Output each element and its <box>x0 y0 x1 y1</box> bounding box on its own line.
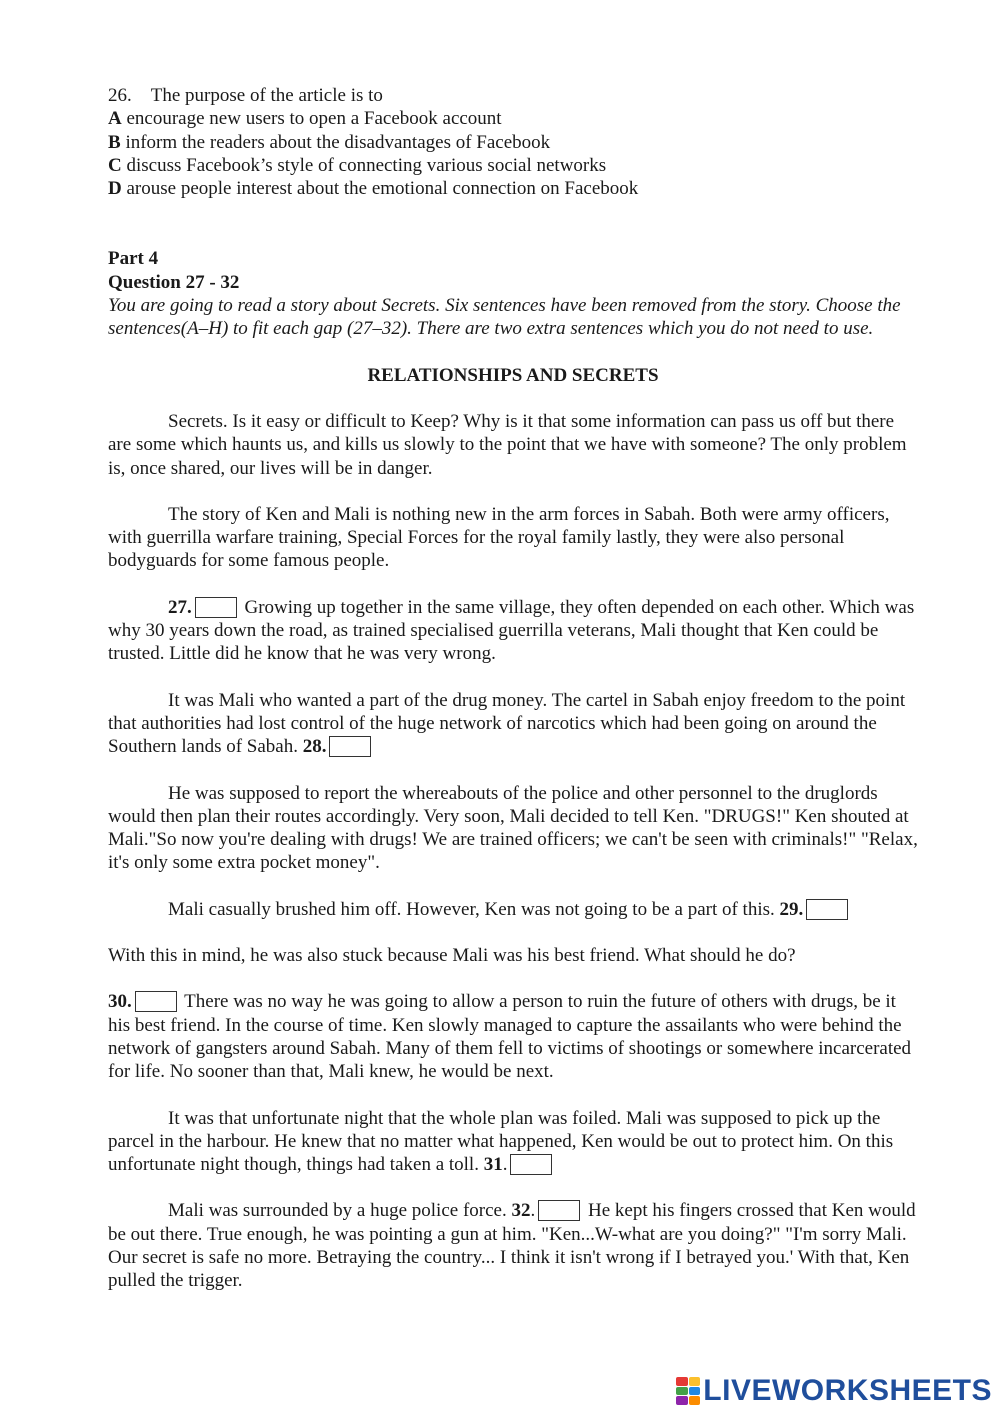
worksheet-page <box>108 84 918 1293</box>
paragraph-1: Secrets. Is it easy or difficult to Keep? Why is it that some information can pass us off but there are some which haunts us, and kills us slowly to the point that we have with someone? The only problem is, once shared, our lives will be in danger. <box>108 410 907 479</box>
option-letter: B <box>108 131 121 153</box>
option-a[interactable] <box>108 107 918 130</box>
paragraph-text: It was Mali who wanted a part of the drug money. The cartel in Sabah enjoy freedom to the point that authorities had lost control of the huge network of narcotics which had been going on around the Southern lands of Sabah. <box>108 689 906 758</box>
logo-block <box>689 1387 701 1396</box>
answer-box-28[interactable] <box>329 736 371 757</box>
logo-block <box>689 1377 701 1386</box>
answer-box-32[interactable] <box>538 1200 580 1221</box>
logo-block <box>676 1387 688 1396</box>
gap-number-32: 32 <box>511 1200 531 1222</box>
gap-number-31: 31 <box>483 1154 503 1176</box>
option-b[interactable] <box>108 131 918 154</box>
paragraph-7: With this in mind, he was also stuck because Mali was his best friend. What should he do? <box>108 945 796 967</box>
option-text: inform the readers about the disadvantages of Facebook <box>120 131 551 153</box>
question-range: Question 27 - 32 <box>108 271 240 293</box>
paragraph-5: He was supposed to report the whereabouts of the police and other personnel to the druglords would then plan their routes accordingly. Very soon, Mali decided to tell Ken. "DRUGS!" Ken shouted at Mali."So now you're dealing with drugs! We are trained officers; we can't be seen with criminals!" "Relax, it's only some extra pocket money". <box>108 782 918 874</box>
paragraph-4 <box>108 689 918 759</box>
part-heading: Part 4 <box>108 248 159 270</box>
option-text: encourage new users to open a Facebook account <box>121 108 502 130</box>
instructions: You are going to read a story about Secrets. Six sentences have been removed from the story. Choose the sentences(A–H) to fit each gap (27–32). There are two extra sentences which you do not need to use. <box>108 295 901 340</box>
gap-number-29: 29. <box>779 898 804 920</box>
answer-box-27[interactable] <box>195 597 237 618</box>
gap-number-27: 27. <box>168 596 192 618</box>
paragraph-text: Mali casually brushed him off. However, Ken was not going to be a part of this. <box>168 898 780 920</box>
question-26-stem: 26. The purpose of the article is to <box>108 85 383 106</box>
paragraph-2: The story of Ken and Mali is nothing new in the arm forces in Sabah. Both were army officers, with guerrilla warfare training, Special Forces for the royal family lastly, they were also personal bodyguards for some famous people. <box>108 503 890 572</box>
liveworksheets-logo[interactable] <box>676 1374 992 1408</box>
answer-box-31[interactable] <box>510 1154 552 1175</box>
punctuation: . <box>530 1200 536 1222</box>
option-d[interactable] <box>108 177 918 200</box>
logo-text: LIVEWORKSHEETS <box>703 1374 992 1408</box>
option-text: arouse people interest about the emotional connection on Facebook <box>121 178 639 200</box>
story-title: RELATIONSHIPS AND SECRETS <box>367 364 659 386</box>
option-text: discuss Facebook’s style of connecting various social networks <box>121 154 607 176</box>
punctuation: . <box>502 1154 508 1176</box>
logo-icon <box>676 1377 700 1405</box>
paragraph-3 <box>108 596 918 666</box>
gap-number-28: 28. <box>302 736 327 758</box>
paragraph-6 <box>108 898 918 921</box>
paragraph-10 <box>108 1199 918 1292</box>
answer-box-30[interactable] <box>135 991 177 1012</box>
answer-box-29[interactable] <box>806 899 848 920</box>
question-26 <box>108 84 918 200</box>
gap-number-30: 30. <box>108 991 132 1013</box>
logo-block <box>676 1377 688 1386</box>
paragraph-text: There was no way he was going to allow a person to ruin the future of others with drugs, be it his best friend. In the course of time. Ken slowly managed to capture the assailants who were behind the network of gangsters around Sabah. Many of them fell to victims of shootings or somewhere incarcerated for life. No sooner than that, Mali knew, he would be next. <box>108 991 912 1083</box>
option-letter: C <box>108 154 122 176</box>
paragraph-text: Mali was surrounded by a huge police force. <box>168 1200 512 1222</box>
paragraph-text: It was that unfortunate night that the whole plan was foiled. Mali was supposed to pick up the parcel in the harbour. He knew that no matter what happened, Ken would be out to protect him. On this unfortunate night though, things had taken a toll. <box>108 1107 894 1176</box>
option-letter: A <box>108 108 122 130</box>
paragraph-text: He kept his fingers crossed that Ken would be out there. True enough, he was pointing a gun at him. "Ken...W-what are you doing?" "I'm sorry Mali. Our secret is safe no more. Betraying the country... I think it isn't wrong if I betrayed you.' With that, Ken pulled the trigger. <box>108 1200 916 1292</box>
paragraph-8 <box>108 990 918 1083</box>
option-c[interactable] <box>108 154 918 177</box>
part-4-section <box>108 247 918 340</box>
paragraph-9 <box>108 1107 918 1177</box>
logo-block <box>689 1396 701 1405</box>
paragraph-text: Growing up together in the same village, they often depended on each other. Which was why 30 years down the road, as trained specialised guerrilla veterans, Mali thought that Ken could be trusted. Little did he know that he was very wrong. <box>108 596 915 665</box>
logo-block <box>676 1396 688 1405</box>
option-letter: D <box>108 178 122 200</box>
